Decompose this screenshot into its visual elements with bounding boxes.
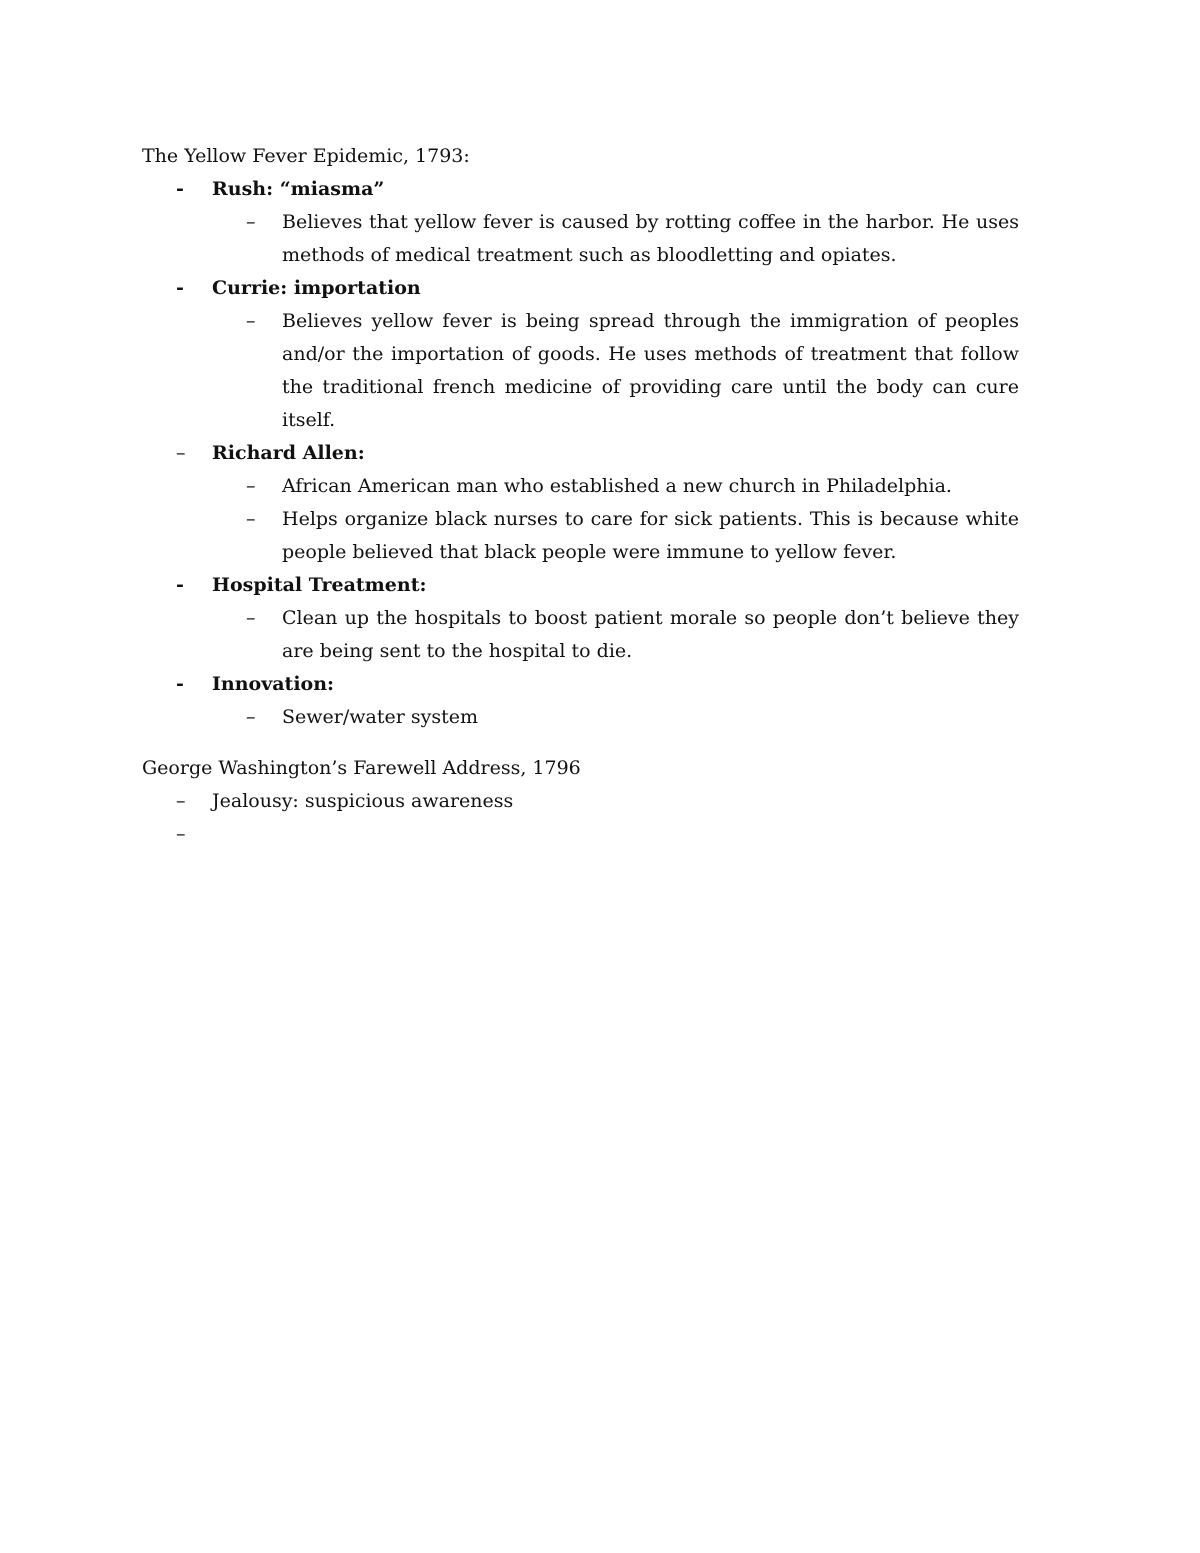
list-item-heading: Jealousy: suspicious awareness — [212, 790, 514, 812]
sub-list-bullet: – — [246, 310, 256, 332]
list-item-heading: Rush: “miasma” — [212, 178, 385, 200]
sub-list-bullet: – — [246, 211, 256, 233]
section-title: The Yellow Fever Epidemic, 1793: — [142, 145, 470, 167]
section-yellow-fever — [142, 140, 1062, 734]
sub-list-item — [212, 602, 1019, 668]
list-bullet: – — [176, 823, 186, 845]
list-item-hospital-treatment — [142, 569, 1062, 602]
list-item-heading: Richard Allen: — [212, 442, 365, 464]
sub-list-text: African American man who established a new church in Philadelphia. — [282, 475, 952, 497]
sub-list-item — [212, 470, 1019, 503]
list-item-heading: Innovation: — [212, 673, 335, 695]
sub-list-bullet: – — [246, 475, 256, 497]
topic-list — [142, 173, 1062, 734]
list-item-heading: Currie: importation — [212, 277, 421, 299]
section-title: George Washington’s Farewell Address, 1796 — [142, 757, 581, 779]
sub-list-text: Clean up the hospitals to boost patient morale so people don’t believe they are being sent to the hospital to die. — [282, 607, 1019, 662]
list-item-jealousy — [142, 785, 1062, 818]
sub-list-item — [212, 305, 1019, 437]
list-item-rush — [142, 173, 1062, 206]
list-bullet: – — [176, 790, 186, 812]
list-bullet: - — [176, 178, 184, 200]
list-bullet: - — [176, 277, 184, 299]
list-item-empty — [142, 818, 1062, 851]
sub-list-text: Sewer/water system — [282, 706, 478, 728]
sub-list-item — [212, 503, 1019, 569]
sub-list-bullet: – — [246, 607, 256, 629]
sub-list-bullet: – — [246, 508, 256, 530]
list-item-currie — [142, 272, 1062, 305]
sub-list-text: Believes yellow fever is being spread through the immigration of peoples and/or the importation of goods. He uses methods of treatment that follow the traditional french medicine of providing care until the body can cure itself. — [282, 310, 1019, 431]
list-bullet: – — [176, 442, 186, 464]
section-farewell-address — [142, 752, 1062, 851]
document-page — [142, 140, 1062, 851]
list-item-heading: Hospital Treatment: — [212, 574, 427, 596]
sub-list-bullet: – — [246, 706, 256, 728]
sub-list-item — [212, 206, 1019, 272]
list-bullet: - — [176, 574, 184, 596]
list-item-innovation — [142, 668, 1062, 701]
list-bullet: - — [176, 673, 184, 695]
list-item-richard-allen — [142, 437, 1062, 470]
sub-list-item — [212, 701, 1019, 734]
sub-list-text: Believes that yellow fever is caused by rotting coffee in the harbor. He uses methods of medical treatment such as bloodletting and opiates. — [282, 211, 1019, 266]
sub-list-text: Helps organize black nurses to care for sick patients. This is because white people believed that black people were immune to yellow fever. — [282, 508, 1019, 563]
topic-list — [142, 785, 1062, 851]
